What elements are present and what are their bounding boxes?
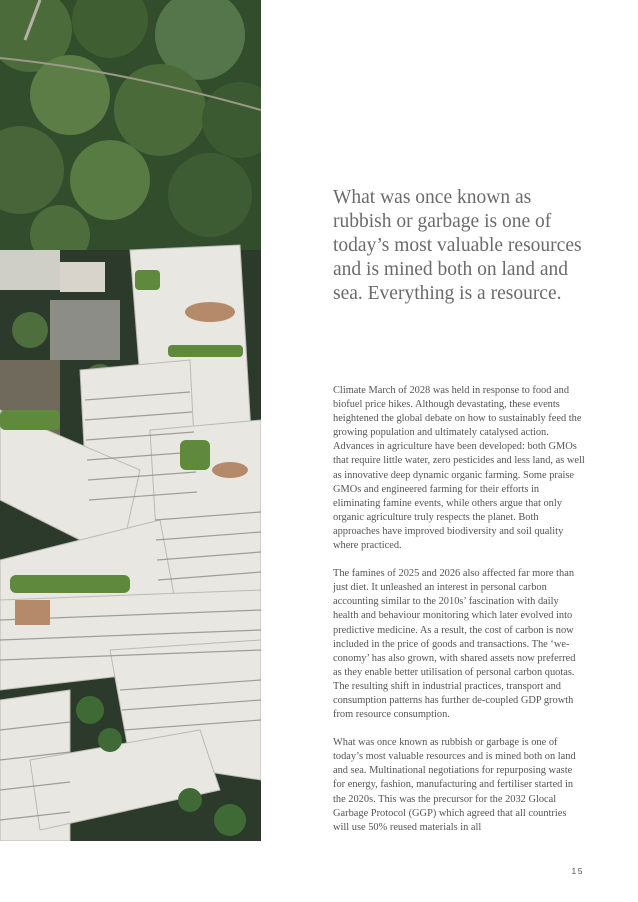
body-paragraph: The famines of 2025 and 2026 also affected far more than just diet. It unleashed an interest in personal carbon accounting similar to the 2010s’ fascination with daily health and behaviour monitoring which later evolved into predictive medicine. As a result, the cost of carbon is now included in the price of goods and transactions. The ‘we-conomy’ has also grown, with shared assets now preferred as they enable better utilisation of personal carbon quotas. The resulting shift in industrial practices, transport and consumption patterns has further de-coupled GDP growth from resource consumption. xyxy=(333,568,576,721)
page-number: 15 xyxy=(571,866,584,876)
aerial-photo xyxy=(0,0,261,841)
body-copy xyxy=(333,384,585,849)
aerial-city-greenery-photo-icon xyxy=(0,0,261,841)
body-paragraph: What was once known as rubbish or garbage is one of today’s most valuable resources and is mined both on land and sea. Multinational negotiations for repurposing waste for energy, fashion, manufacturing and fertiliser started in the 2020s. This was the precursor for the 2032 Glocal Garbage Protocol (GGP) which agreed that all countries will use 50% reused materials in all xyxy=(333,737,576,833)
pull-quote: What was once known as rubbish or garbage is one of today’s most valuable resources and is mined both on land and sea. Everything is a resource. xyxy=(333,187,582,304)
body-paragraph: Climate March of 2028 was held in response to food and biofuel price hikes. Although devastating, these events heightened the global debate on how to sustainably feed the growing population and ultimately catalysed action. Advances in agriculture have been developed: both GMOs that require little water, zero pesticides and less land, as well as innovative deep dynamic organic farming. Some praise GMOs and engineered farming for their efforts in eliminating famine events, while others argue that only organic agriculture truly respects the planet. Both approaches have improved biodiversity and soil quality where practiced. xyxy=(333,385,585,552)
